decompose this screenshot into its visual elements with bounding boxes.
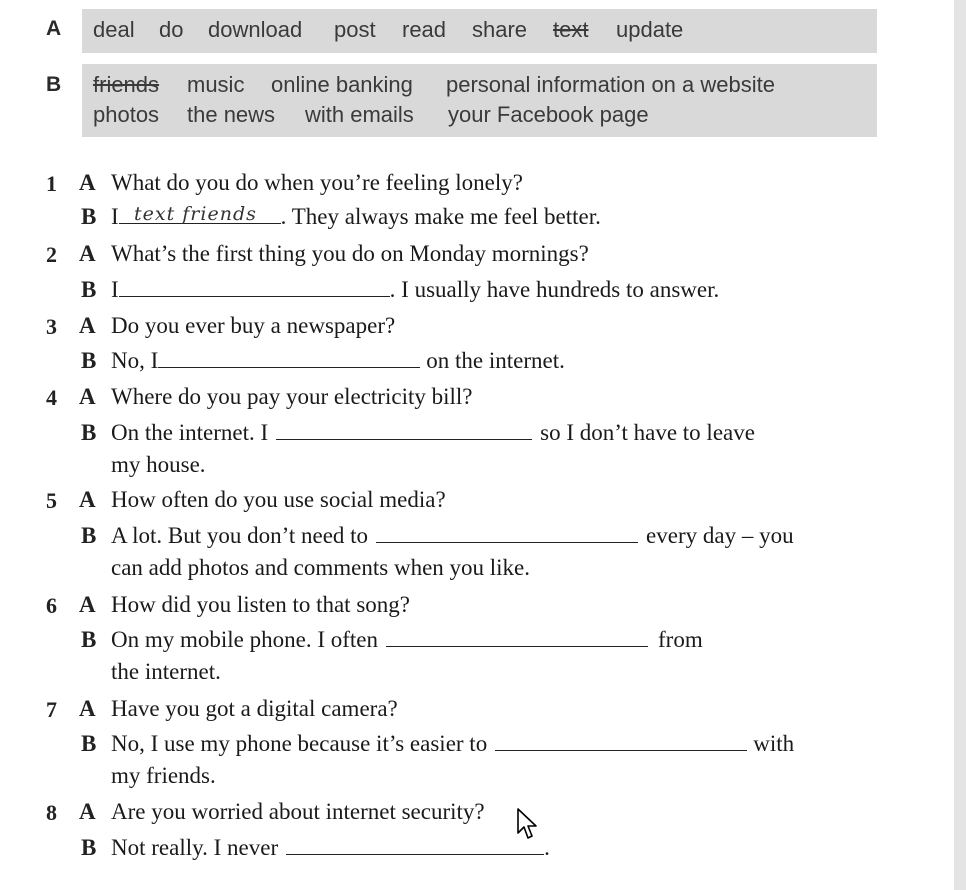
word-download: download: [208, 17, 303, 42]
speaker-b: B: [81, 835, 97, 860]
answer-blank[interactable]: [495, 732, 747, 751]
item-8-answer-start: Not really. I never: [111, 835, 279, 860]
word-update: update: [616, 17, 684, 42]
item-1-answer-end: . They always make me feel better.: [280, 204, 601, 229]
speaker-b: B: [81, 277, 97, 302]
item-4-answer-start: On the internet. I: [111, 420, 269, 445]
speaker-a: A: [79, 384, 96, 409]
item-2-answer-line: [111, 277, 719, 303]
item-5-number: 5: [46, 488, 57, 513]
item-3-answer-end: on the internet.: [426, 348, 565, 373]
item-5-answer-cont: can add photos and comments when you like.: [111, 555, 531, 580]
word-friends-struck: friends: [93, 72, 160, 97]
item-7-answer-line: [111, 731, 794, 757]
item-4-answer-line: [111, 420, 755, 446]
item-7-number: 7: [46, 697, 57, 722]
item-4-answer-cont: my house.: [111, 452, 206, 477]
item-3-answer-line: [111, 348, 565, 374]
item-5-question: How often do you use social media?: [111, 487, 446, 512]
speaker-a: A: [79, 592, 96, 617]
item-2-answer-start: I: [111, 277, 119, 302]
item-6-question: How did you listen to that song?: [111, 592, 410, 617]
item-8-answer-end: .: [544, 835, 550, 860]
item-2-number: 2: [46, 242, 57, 267]
word-deal: deal: [93, 17, 135, 42]
item-7-answer-start: No, I use my phone because it’s easier to: [111, 731, 488, 756]
handwritten-example-answer: text friends: [134, 203, 257, 225]
item-6-number: 6: [46, 593, 57, 618]
item-3-answer-start: No, I: [111, 348, 159, 373]
word-read: read: [402, 17, 447, 42]
word-do: do: [159, 17, 184, 42]
word-personal-information: personal information on a website: [446, 72, 775, 97]
item-6-answer-cont: the internet.: [111, 659, 221, 684]
answer-blank[interactable]: [276, 421, 532, 440]
word-post: post: [334, 17, 376, 42]
item-1-answer-start: I: [111, 204, 119, 229]
item-8-question: Are you worried about internet security?: [111, 799, 485, 824]
item-6-answer-line: [111, 627, 703, 653]
item-8-answer-line: [111, 835, 550, 861]
item-2-question: What’s the first thing you do on Monday mornings?: [111, 241, 589, 266]
speaker-b: B: [81, 523, 97, 548]
mouse-pointer-icon: [516, 808, 538, 842]
word-box-b: [82, 64, 877, 137]
item-6-answer-start: On my mobile phone. I often: [111, 627, 379, 652]
answer-blank[interactable]: [158, 349, 420, 368]
word-with-emails: with emails: [305, 102, 414, 127]
answer-blank[interactable]: [376, 524, 638, 543]
word-text-struck: text: [553, 17, 589, 42]
item-7-question: Have you got a digital camera?: [111, 696, 398, 721]
speaker-b: B: [81, 731, 97, 756]
word-online-banking: online banking: [271, 72, 413, 97]
answer-blank[interactable]: [286, 836, 544, 855]
speaker-a: A: [79, 487, 96, 512]
word-the-news: the news: [187, 102, 276, 127]
word-photos: photos: [93, 102, 160, 127]
item-6-answer-end: from: [658, 627, 703, 652]
speaker-a: A: [79, 799, 96, 824]
item-1-number: 1: [46, 171, 57, 196]
item-1-question: What do you do when you’re feeling lonely?: [111, 170, 523, 195]
item-5-answer-end: every day – you: [646, 523, 794, 548]
word-share: share: [472, 17, 528, 42]
speaker-a: A: [79, 696, 96, 721]
item-5-answer-line: [111, 523, 794, 549]
page-edge: [954, 0, 966, 890]
word-music: music: [187, 72, 245, 97]
speaker-a: A: [79, 241, 96, 266]
speaker-b: B: [81, 204, 97, 229]
speaker-a: A: [79, 313, 96, 338]
item-7-answer-cont: my friends.: [111, 763, 216, 788]
speaker-b: B: [81, 627, 97, 652]
item-3-number: 3: [46, 314, 57, 339]
speaker-a: A: [79, 170, 96, 195]
word-your-facebook-page: your Facebook page: [448, 102, 649, 127]
box-a-label: A: [46, 17, 62, 40]
speaker-b: B: [81, 420, 97, 445]
item-3-question: Do you ever buy a newspaper?: [111, 313, 396, 338]
item-7-answer-end: with: [753, 731, 795, 756]
answer-blank[interactable]: [119, 278, 390, 297]
answer-blank[interactable]: [386, 628, 648, 647]
box-b-label: B: [46, 73, 62, 96]
item-4-number: 4: [46, 385, 57, 410]
speaker-b: B: [81, 348, 97, 373]
word-box-a: [82, 9, 877, 53]
item-4-question: Where do you pay your electricity bill?: [111, 384, 473, 409]
item-8-number: 8: [46, 800, 57, 825]
item-4-answer-end: so I don’t have to leave: [540, 420, 755, 445]
item-5-answer-start: A lot. But you don’t need to: [111, 523, 369, 548]
item-2-answer-end: . I usually have hundreds to answer.: [389, 277, 720, 302]
